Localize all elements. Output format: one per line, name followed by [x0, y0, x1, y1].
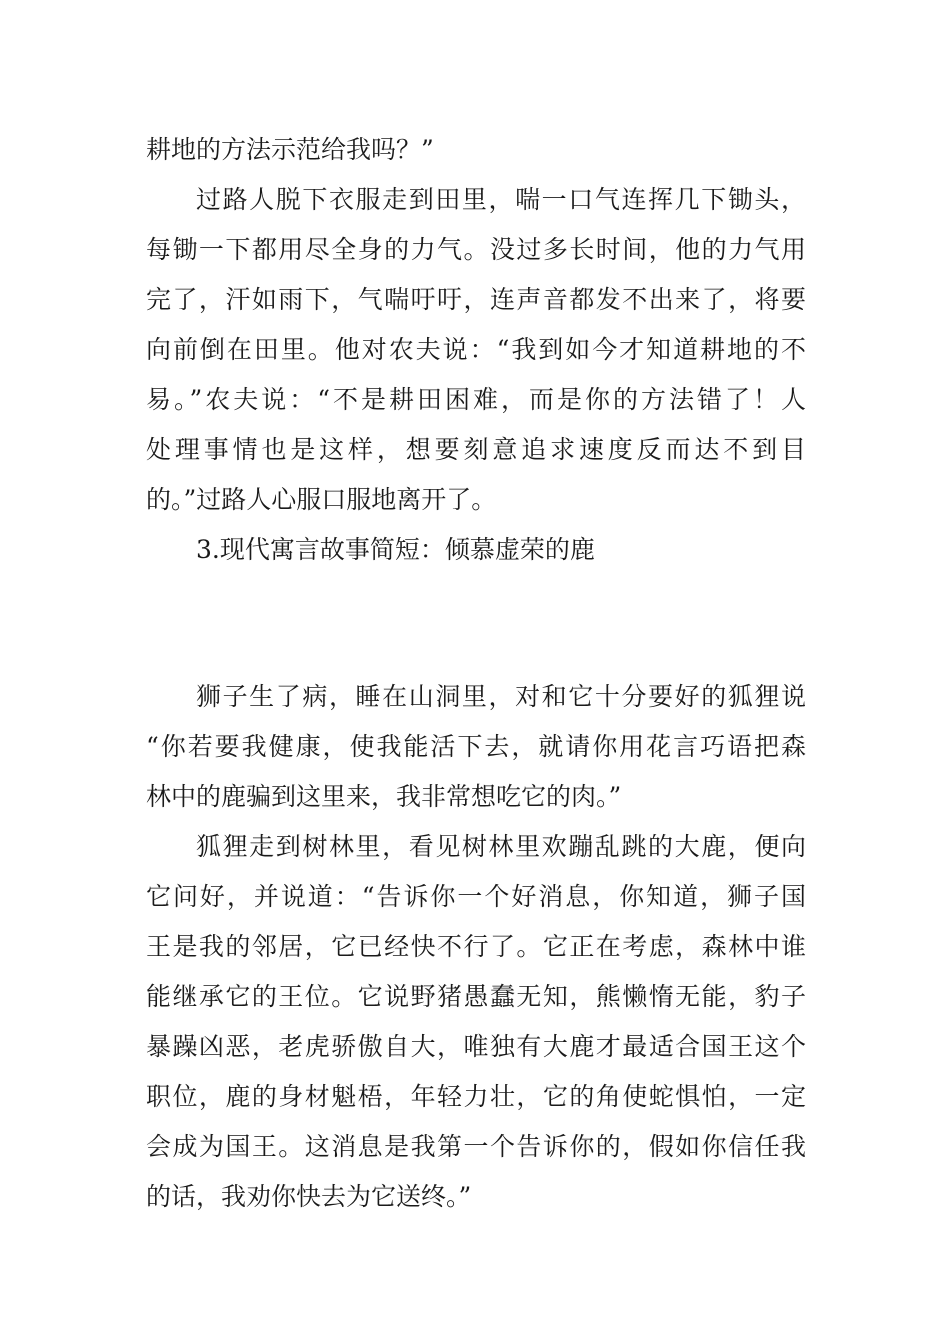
paragraph-line: 处理事情也是这样，想要刻意追求速度反而达不到目: [146, 435, 806, 464]
paragraph-line: 暴躁凶恶，老虎骄傲自大，唯独有大鹿才最适合国王这个: [146, 1032, 806, 1061]
paragraph-line: 职位，鹿的身材魁梧，年轻力壮，它的角使蛇惧怕，一定: [146, 1082, 806, 1111]
paragraph-line: 它问好，并说道：“告诉你一个好消息，你知道，狮子国: [146, 882, 806, 911]
paragraph-line: 狮子生了病，睡在山洞里，对和它十分要好的狐狸说: [196, 682, 806, 711]
paragraph-line: 林中的鹿骗到这里来，我非常想吃它的肉。”: [146, 782, 622, 811]
paragraph-line: 每锄一下都用尽全身的力气。没过多长时间，他的力气用: [146, 235, 806, 264]
paragraph-line: 的。”过路人心服口服地离开了。: [146, 485, 497, 514]
paragraph-line: 狐狸走到树林里，看见树林里欢蹦乱跳的大鹿，便向: [196, 832, 806, 861]
paragraph-line: 易。”农夫说：“不是耕田困难，而是你的方法错了！人: [146, 385, 806, 414]
paragraph-line: 过路人脱下衣服走到田里，喘一口气连挥几下锄头，: [196, 185, 806, 214]
paragraph-line: 王是我的邻居，它已经快不行了。它正在考虑，森林中谁: [146, 932, 806, 961]
paragraph-line: 向前倒在田里。他对农夫说：“我到如今才知道耕地的不: [146, 335, 806, 364]
section-heading: 3.现代寓言故事简短：倾慕虚荣的鹿: [196, 535, 595, 564]
paragraph-line: 会成为国王。这消息是我第一个告诉你的，假如你信任我: [146, 1132, 806, 1161]
paragraph-line: 耕地的方法示范给我吗？”: [146, 135, 434, 164]
paragraph-line: 的话，我劝你快去为它送终。”: [146, 1182, 472, 1211]
paragraph-line: 能继承它的王位。它说野猪愚蠢无知，熊懒惰无能，豹子: [146, 982, 806, 1011]
paragraph-line: “你若要我健康，使我能活下去，就请你用花言巧语把森: [146, 732, 806, 761]
paragraph-line: 完了，汗如雨下，气喘吁吁，连声音都发不出来了，将要: [146, 285, 806, 314]
